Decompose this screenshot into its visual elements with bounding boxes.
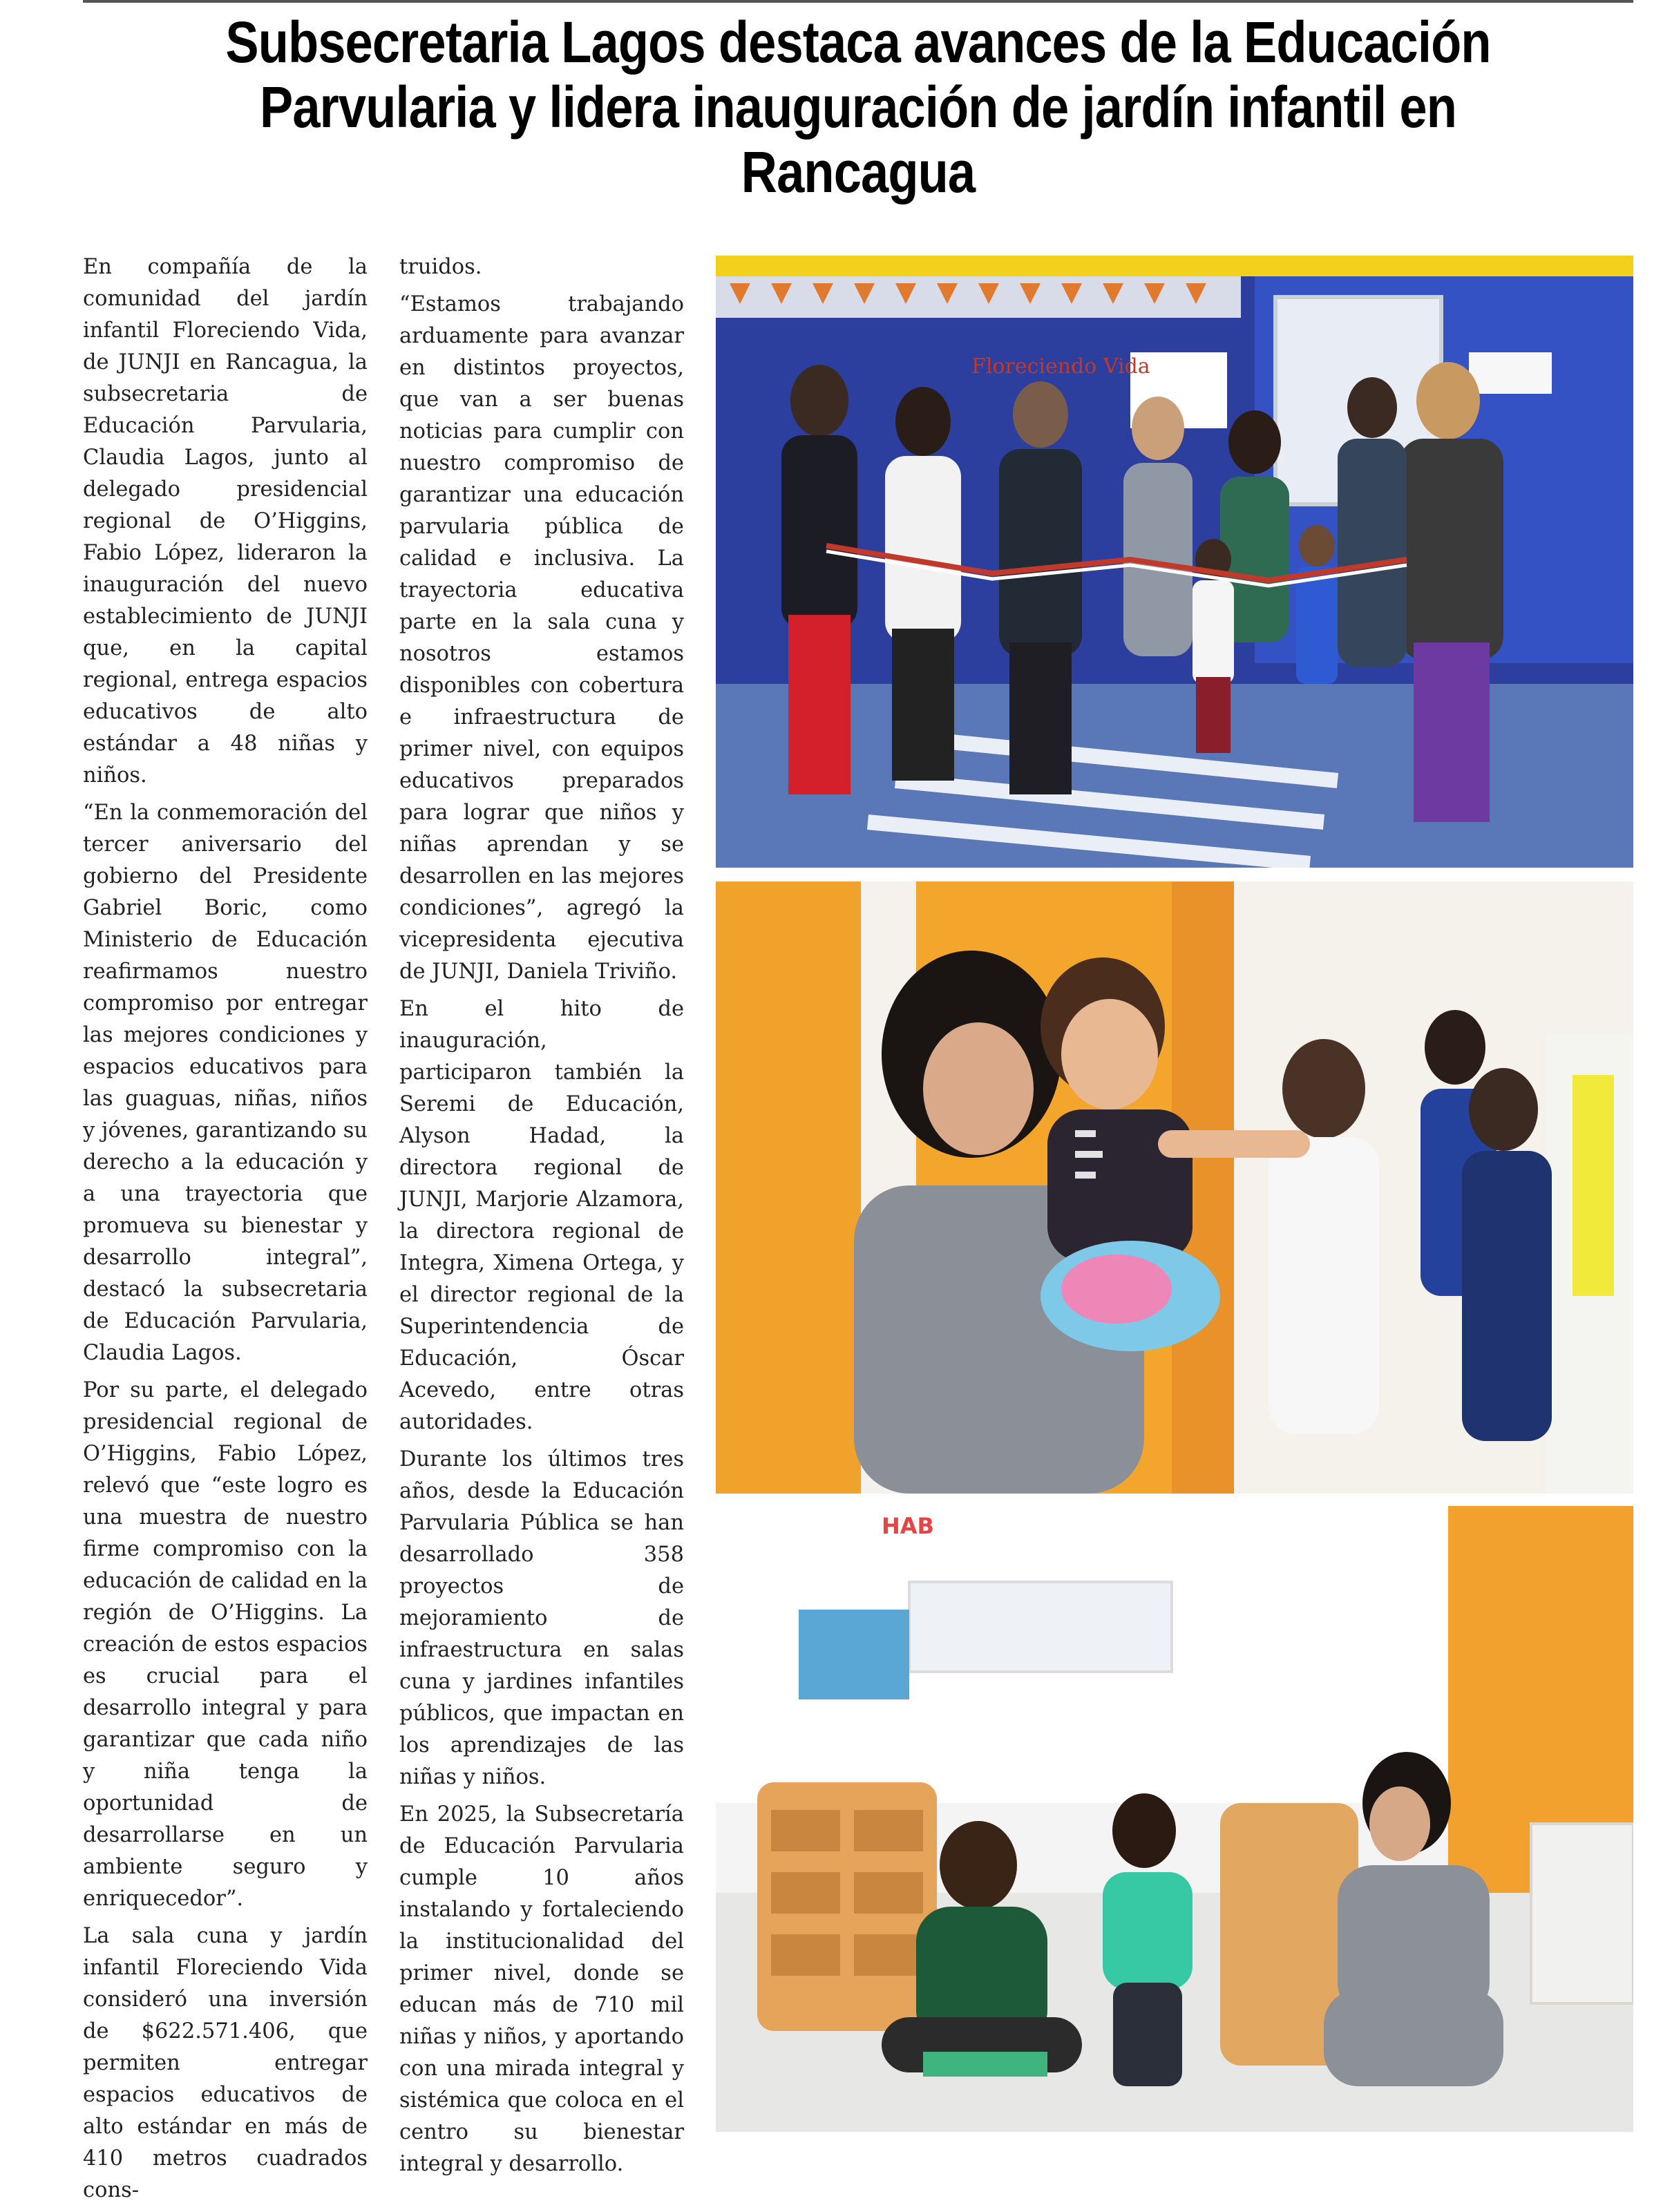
text-column-2 <box>399 251 684 2186</box>
photo-classroom-visit <box>716 1506 1633 2132</box>
paragraph: “En la conmemoración del tercer aniversario del gobierno del Presidente Gabriel Boric, como Ministerio de Educación reafirmamos nuestro compromiso por entregar las mejores condiciones y espacios educativos para las guaguas, niñas, niños y jóvenes, garantizando su derecho a la educación y a una trayectoria que promueva su bienestar y desarrollo integral”, destacó la subsecretaria de Educación Parvularia, Claudia Lagos. <box>83 801 368 1365</box>
paragraph: Durante los últimos tres años, desde la Educación Parvularia Pública se han desarrollado 358 proyectos de mejoramiento de infraestructura en salas cuna y jardines infantiles públicos, que impactan en los aprendizajes de las niñas y niños. <box>399 1447 684 1789</box>
photo-woman-holding-child <box>716 881 1633 1494</box>
paragraph: Por su parte, el delegado presidencial regional de O’Higgins, Fabio López, relevó que “este logro es una muestra de nuestro firme compromiso con la educación de calidad en la región de O’Higgins. La creación de estos espacios es crucial para el desarrollo integral y para garantizar que cada niño y niña tenga la oportunidad de desarrollarse en un ambiente seguro y enriquecedor”. <box>83 1378 368 1911</box>
classroom-illustration <box>716 1506 1633 2132</box>
wall-letters: HAB <box>882 1513 934 1539</box>
paragraph: truidos. <box>399 255 482 279</box>
paragraph: En 2025, la Subsecretaría de Educación Parvularia cumple 10 años instalando y fortaleciendo la institucionalidad del primer nivel, donde se educan más de 710 mil niñas y niños, y aportando con una mirada integral y sistémica que coloca en el centro su bienestar integral y desarrollo. <box>399 1802 684 2176</box>
paragraph: En compañía de la comunidad del jardín infantil Floreciendo Vida, de JUNJI en Rancagua, la subsecretaria de Educación Parvularia, Claudia Lagos, junto al delegado presidencial regional de O’Higgins, Fabio López, lideraron la inauguración del nuevo establecimiento de JUNJI que, en la capital regional, entrega espacios educativos de alto estándar a 48 niñas y niños. <box>83 255 368 788</box>
paragraph: “Estamos trabajando arduamente para avanzar en distintos proyectos, que van a ser buenas noticias para cumplir con nuestro compromiso de garantizar una educación parvularia pública de calidad e inclusiva. La trayectoria educativa parte en la sala cuna y nosotros estamos disponibles con cobertura e infraestructura de primer nivel, con equipos educativos preparados para lograr que niños y niñas aprendan y se desarrollen en las mejores condiciones”, agregó la vicepresidenta ejecutiva de JUNJI, Daniela Triviño. <box>399 292 684 984</box>
article-headline: Subsecretaria Lagos destaca avances de la Educación Parvularia y lidera inauguración de jardín infantil en Rancagua <box>225 10 1491 204</box>
sign-text: Floreciendo Vida <box>971 354 1150 379</box>
paragraph: La sala cuna y jardín infantil Floreciendo Vida consideró una inversión de $622.571.406, que permiten entregar espacios educativos de alto estándar en más de 410 metros cuadrados cons- <box>83 1924 368 2202</box>
text-column-1 <box>83 251 368 2212</box>
photo-ribbon-cutting <box>716 256 1633 868</box>
paragraph: En el hito de inauguración, participaron también la Seremi de Educación, Alyson Hadad, la directora regional de JUNJI, Marjorie Alzamora, la directora regional de Integra, Ximena Ortega, y el director regional de la Superintendencia de Educación, Óscar Acevedo, entre otras autoridades. <box>399 997 684 1434</box>
top-rule <box>83 0 1633 3</box>
woman-child-illustration <box>716 881 1633 1494</box>
ribbon-cutting-illustration <box>716 256 1633 868</box>
